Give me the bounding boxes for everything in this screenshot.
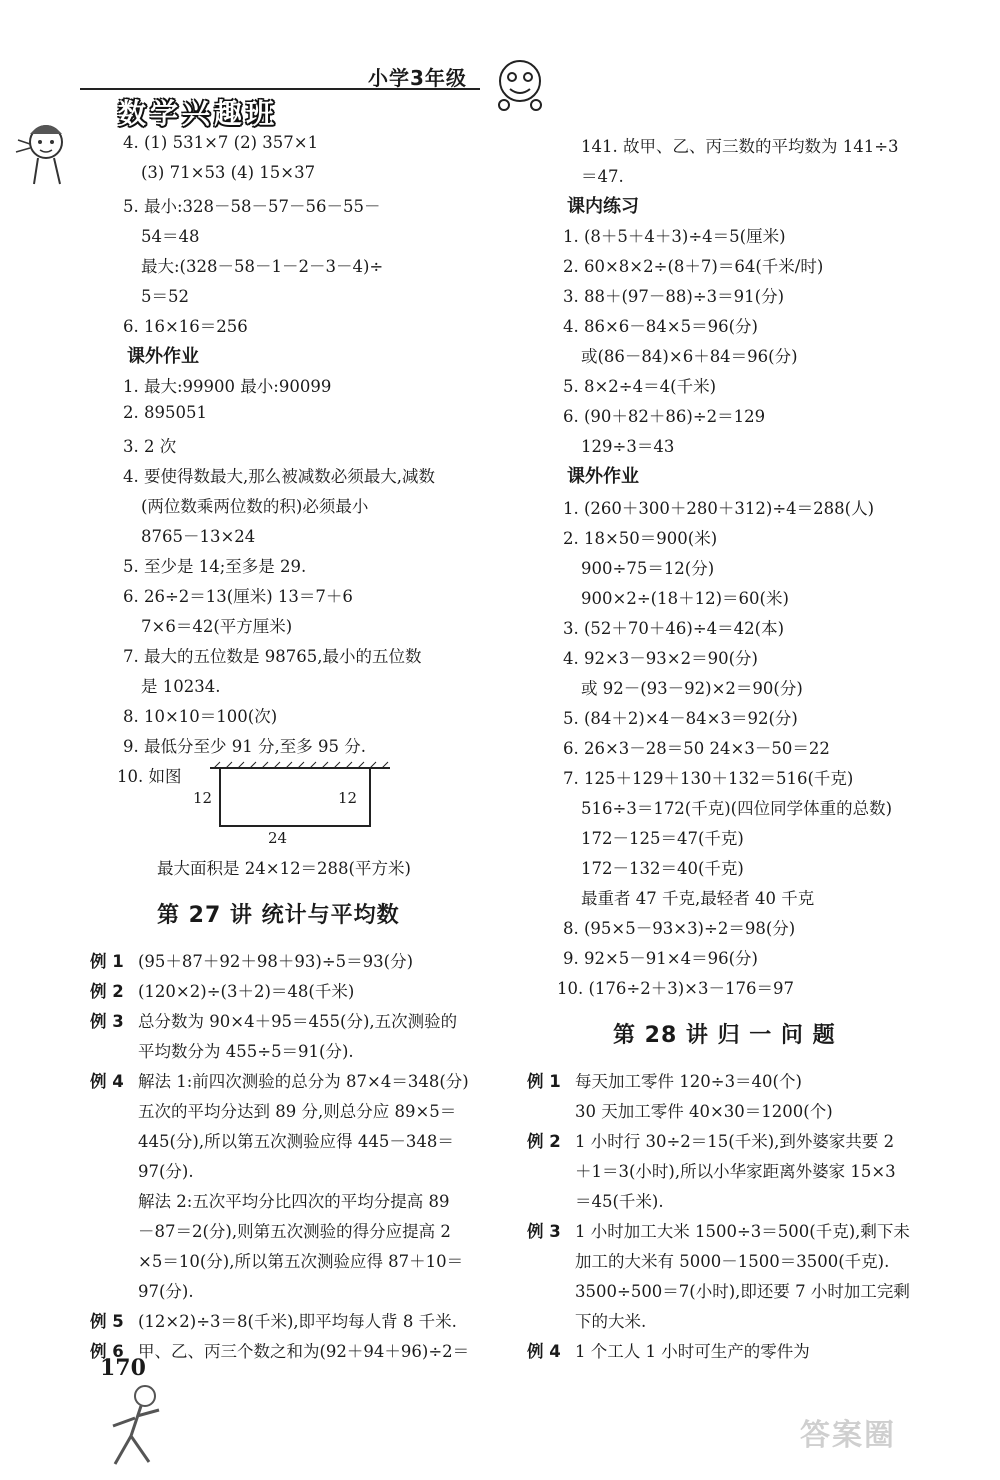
- page-number: 170: [100, 1355, 146, 1381]
- example-text: ×5＝10(分),所以第五次测验应得 87＋10＝: [138, 1252, 464, 1271]
- answer-line: 4. 要使得数最大,那么被减数必须最大,减数: [123, 467, 435, 486]
- answer-line: ＝47.: [581, 167, 624, 186]
- answer-line: 3. 88＋(97－88)÷3＝91(分): [563, 287, 785, 306]
- answer-line: 4. 92×3－93×2＝90(分): [563, 649, 758, 668]
- example-text: 下的大米.: [575, 1312, 647, 1331]
- chapter-27-examples: [90, 0, 510, 1480]
- example-text: 五次的平均分达到 89 分,则总分应 89×5＝: [138, 1102, 457, 1121]
- answer-line: 5. 至少是 14;至多是 29.: [123, 557, 307, 576]
- answer-line: 2. 18×50＝900(米): [563, 529, 718, 548]
- answer-line: 141. 故甲、乙、丙三数的平均数为 141÷3: [581, 137, 899, 156]
- example-text: 加工的大米有 5000－1500＝3500(千克).: [575, 1252, 890, 1271]
- example-text: 总分数为 90×4＋95＝455(分),五次测验的: [138, 1012, 458, 1031]
- example-text: 解法 1:前四次测验的总分为 87×4＝348(分): [138, 1072, 469, 1091]
- answer-line: 8. (95×5－93×3)÷2＝98(分): [563, 919, 796, 938]
- answer-line: 2. 60×8×2÷(8＋7)＝64(千米/时): [563, 257, 824, 276]
- answer-line: 516÷3＝172(千克)(四位同学体重的总数): [581, 799, 893, 818]
- answer-line: 2. 895051: [123, 403, 207, 422]
- example-text: ＝45(千米).: [575, 1192, 664, 1211]
- answer-line: 3. (52＋70＋46)÷4＝42(本): [563, 619, 785, 638]
- answer-line: 1. (260＋300＋280＋312)÷4＝288(人): [563, 499, 875, 518]
- watermark: 答案圈: [800, 1418, 896, 1453]
- answer-line: 172－132＝40(千克): [581, 859, 744, 878]
- answer-line: 是 10234.: [141, 677, 221, 696]
- chapter-title: 第 27 讲 统计与平均数: [157, 903, 400, 928]
- answer-line: (两位数乘两位数的积)必须最小: [141, 497, 369, 516]
- answer-line: 7. 最大的五位数是 98765,最小的五位数: [123, 647, 422, 666]
- answer-line: 1. 最大:99900 最小:90099: [123, 377, 332, 396]
- example-label: 例 3: [527, 1222, 561, 1241]
- example-text: 平均数分为 455÷5＝91(分).: [138, 1042, 354, 1061]
- answer-line: 7. 125＋129＋130＋132＝516(千克): [563, 769, 854, 788]
- answer-line: 最大面积是 24×12＝288(平方米): [157, 859, 411, 878]
- example-label: 例 2: [527, 1132, 561, 1151]
- answer-line: 5＝52: [141, 287, 189, 306]
- figure-bottom-label: 24: [268, 829, 288, 847]
- example-text: 甲、乙、丙三个数之和为(92＋94＋96)÷2＝: [138, 1342, 470, 1361]
- example-label: 例 4: [527, 1342, 561, 1361]
- answer-line: 900÷75＝12(分): [581, 559, 715, 578]
- answer-line: 10. 如图: [117, 767, 182, 786]
- example-text: 解法 2:五次平均分比四次的平均分提高 89: [138, 1192, 450, 1211]
- example-text: 每天加工零件 120÷3＝40(个): [575, 1072, 802, 1091]
- answer-line: 4. 86×6－84×5＝96(分): [563, 317, 758, 336]
- answer-line: 3. 2 次: [123, 437, 177, 456]
- answer-line: 6. 26×3－28＝50 24×3－50＝22: [563, 739, 830, 758]
- example-text: (95＋87＋92＋98＋93)÷5＝93(分): [138, 952, 414, 971]
- answer-line: 5. 8×2÷4＝4(千米): [563, 377, 717, 396]
- answer-line: 54＝48: [141, 227, 200, 246]
- section-heading: 课外作业: [567, 466, 639, 487]
- example-label: 例 3: [90, 1012, 124, 1031]
- example-label: 例 4: [90, 1072, 124, 1091]
- answer-line: (3) 71×53 (4) 15×37: [141, 163, 316, 182]
- answer-line: 最大:(328－58－1－2－3－4)÷: [141, 257, 384, 276]
- example-label: 例 1: [90, 952, 124, 971]
- example-text: 30 天加工零件 40×30＝1200(个): [575, 1102, 833, 1121]
- answer-line: 9. 最低分至少 91 分,至多 95 分.: [123, 737, 366, 756]
- answer-line: 10. (176÷2＋3)×3－176＝97: [557, 979, 794, 998]
- example-text: 1 小时行 30÷2＝15(千米),到外婆家共要 2: [575, 1132, 895, 1151]
- answer-line: 129÷3＝43: [581, 437, 675, 456]
- chapter-28-examples: [527, 0, 947, 1480]
- figure-left-label: 12: [193, 789, 213, 807]
- figure-right-label: 12: [338, 789, 358, 807]
- example-text: 445(分),所以第五次测验应得 445－348＝: [138, 1132, 454, 1151]
- answer-line: 5. 最小:328－58－57－56－55－: [123, 197, 381, 216]
- example-text: (120×2)÷(3＋2)＝48(千米): [138, 982, 355, 1001]
- section-heading: 课内练习: [567, 196, 639, 217]
- example-text: ＋1＝3(小时),所以小华家距离外婆家 15×3: [575, 1162, 896, 1181]
- example-text: 1 小时加工大米 1500÷3＝500(千克),剩下未: [575, 1222, 910, 1241]
- book-logo: 数学兴趣班: [118, 97, 279, 130]
- example-label: 例 5: [90, 1312, 124, 1331]
- example-label: 例 2: [90, 982, 124, 1001]
- answer-line: 4. (1) 531×7 (2) 357×1: [123, 133, 319, 152]
- grade-label: 小学3年级: [368, 66, 467, 90]
- answer-line: 或 92－(93－92)×2＝90(分): [581, 679, 803, 698]
- section-heading: 课外作业: [127, 346, 199, 367]
- example-label: 例 1: [527, 1072, 561, 1091]
- student-character-icon: [8, 112, 78, 192]
- example-text: 97(分).: [138, 1282, 194, 1301]
- running-character-icon: [95, 1380, 175, 1470]
- example-text: 97(分).: [138, 1162, 194, 1181]
- answer-line: 6. 16×16＝256: [123, 317, 248, 336]
- answer-line: 5. (84＋2)×4－84×3＝92(分): [563, 709, 798, 728]
- example-text: －87＝2(分),则第五次测验的得分应提高 2: [138, 1222, 451, 1241]
- answer-line: 900×2÷(18＋12)＝60(米): [581, 589, 789, 608]
- answer-line: 6. (90＋82＋86)÷2＝129: [563, 407, 766, 426]
- answer-line: 8. 10×10＝100(次): [123, 707, 278, 726]
- example-label: 例 6: [90, 1342, 124, 1361]
- answer-line: 7×6＝42(平方厘米): [141, 617, 293, 636]
- answer-line: 9. 92×5－91×4＝96(分): [563, 949, 758, 968]
- answer-line: 或(86－84)×6＋84＝96(分): [581, 347, 798, 366]
- chapter-title: 第 28 讲 归 一 问 题: [613, 1023, 836, 1048]
- example-text: (12×2)÷3＝8(千米),即平均每人背 8 千米.: [138, 1312, 457, 1331]
- answer-line: 最重者 47 千克,最轻者 40 千克: [581, 889, 815, 908]
- example-text: 1 个工人 1 小时可生产的零件为: [575, 1342, 810, 1361]
- answer-line: 172－125＝47(千克): [581, 829, 744, 848]
- answer-line: 1. (8＋5＋4＋3)÷4＝5(厘米): [563, 227, 786, 246]
- example-text: 3500÷500＝7(小时),即还要 7 小时加工完剩: [575, 1282, 910, 1301]
- answer-line: 6. 26÷2＝13(厘米) 13＝7＋6: [123, 587, 353, 606]
- answer-line: 8765－13×24: [141, 527, 256, 546]
